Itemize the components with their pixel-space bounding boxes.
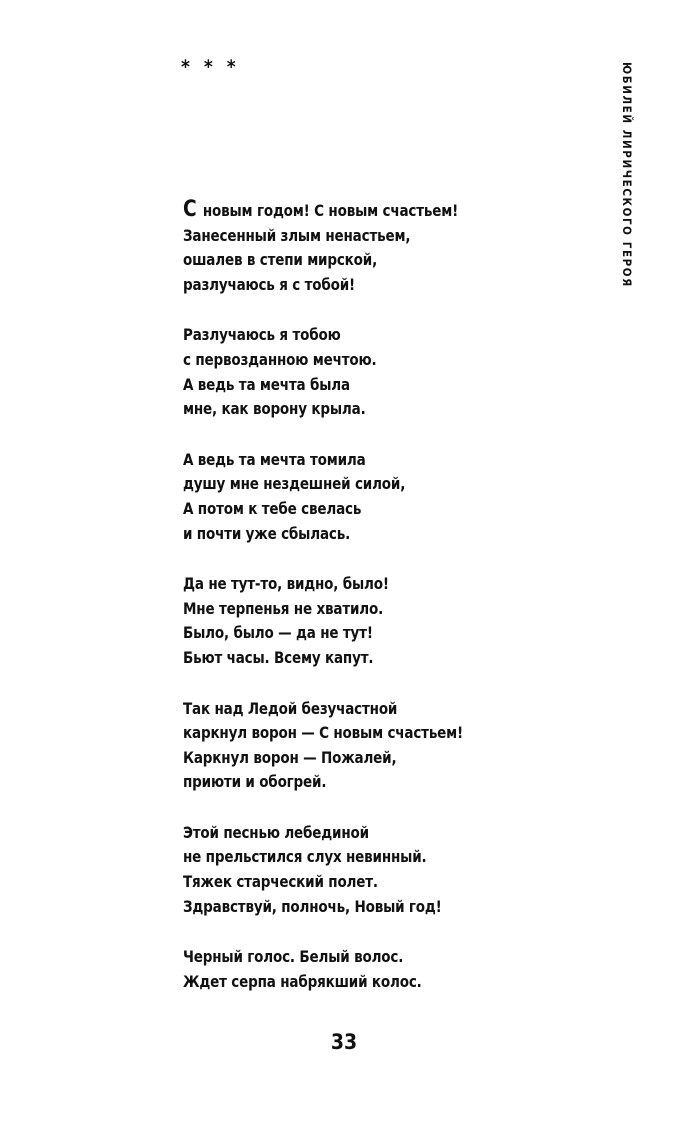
poem-line: Здравствуй, полночь, Новый год! bbox=[183, 896, 442, 916]
poem bbox=[183, 199, 603, 1020]
poem-line: Было, было — да не тут! bbox=[183, 623, 373, 643]
page-number: 33 bbox=[330, 1030, 358, 1054]
poem-line: Разлучаюсь я тобою bbox=[183, 325, 341, 345]
poem-line: Ждет серпа набрякший колос. bbox=[183, 971, 422, 991]
running-head: ЮБИЛЕЙ ЛИРИЧЕСКОГО ГЕРОЯ bbox=[620, 62, 634, 288]
stanza-4 bbox=[183, 572, 603, 670]
poem-line: с первозданною мечтою. bbox=[183, 349, 377, 369]
poem-line: Черный голос. Белый волос. bbox=[183, 947, 404, 967]
poem-line: А ведь та мечта томила bbox=[183, 449, 366, 469]
poem-line: Этой песнью лебединой bbox=[183, 822, 369, 842]
poem-line: разлучаюсь я с тобой! bbox=[183, 274, 355, 294]
stanza-1 bbox=[183, 199, 603, 297]
stanza-5 bbox=[183, 697, 603, 795]
poem-line: С новым годом! С новым счастьем! bbox=[183, 197, 459, 222]
poem-line: А ведь та мечта была bbox=[183, 374, 350, 394]
poem-line: мне, как ворону крыла. bbox=[183, 399, 366, 419]
poem-line: Занесенный злым ненастьем, bbox=[183, 225, 411, 245]
poem-line: Так над Ледой безучастной bbox=[183, 698, 398, 718]
stanza-7 bbox=[183, 945, 603, 994]
poem-line: Да не тут-то, видно, было! bbox=[183, 574, 389, 594]
stanza-2 bbox=[183, 323, 603, 421]
poem-line: Каркнул ворон — Пожалей, bbox=[183, 747, 397, 767]
poem-line: А потом к тебе свелась bbox=[183, 498, 362, 518]
stanza-6 bbox=[183, 821, 603, 919]
drop-cap: С bbox=[183, 197, 197, 222]
poem-line: и почти уже сбылась. bbox=[183, 523, 351, 543]
poem-line: Мне терпенья не хватило. bbox=[183, 598, 384, 618]
stanza-3 bbox=[183, 448, 603, 546]
section-ornament: * * * bbox=[181, 56, 240, 78]
poem-line: не прельстился слух невинный. bbox=[183, 847, 427, 867]
poem-line: каркнул ворон — С новым счастьем! bbox=[183, 723, 464, 743]
poem-line: ошалев в степи мирской, bbox=[183, 250, 378, 270]
poem-line: душу мне нездешней силой, bbox=[183, 474, 406, 494]
poem-line: приюти и обогрей. bbox=[183, 772, 327, 792]
poem-line: Тяжек старческий полет. bbox=[183, 872, 378, 892]
poem-line: Бьют часы. Всему капут. bbox=[183, 647, 374, 667]
